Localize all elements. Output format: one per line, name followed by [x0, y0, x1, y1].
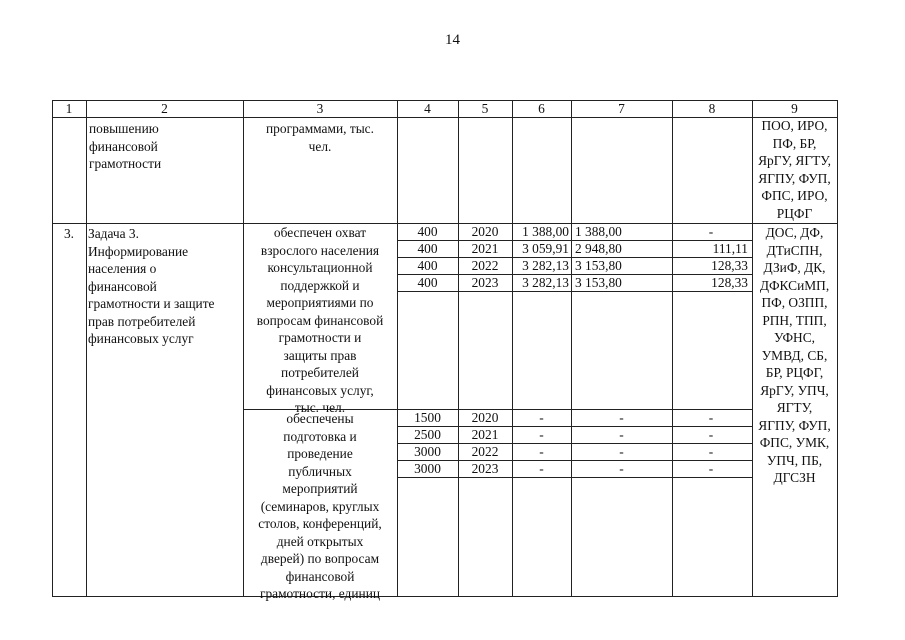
funding-federal: -: [708, 427, 714, 442]
indicator-name-text: (семинаров, круглых: [260, 498, 380, 514]
indicator-name-text: взрослого населения: [260, 242, 380, 258]
column-header-8: 8: [708, 101, 716, 116]
column-rule: [672, 100, 673, 596]
continuation-executors-text: ЯГПУ, ФУП,: [758, 170, 831, 186]
funding-regional: -: [619, 461, 624, 476]
indicator-name-text: дверей) по вопросам: [260, 551, 380, 566]
indicator-name-text: мероприятий: [282, 481, 358, 496]
indicator-name-text: тыс. чел.: [294, 400, 346, 415]
funding-regional: 3 153,80: [575, 275, 622, 290]
indicator-name-text: вопросам финансовой: [256, 312, 384, 328]
task-executors-text: ЯГПУ, ФУП,: [758, 417, 831, 433]
continuation-goal-text: повышению: [89, 121, 159, 136]
indicator-year: 2020: [471, 224, 499, 239]
task-title-text: грамотности и защите: [88, 296, 215, 311]
task-executors-text: ФПС, УМК,: [759, 435, 830, 450]
funding-regional: 3 153,80: [575, 258, 622, 273]
task-title-text: Задача 3.: [88, 226, 139, 241]
funding-regional: 2 948,80: [575, 241, 622, 256]
indicator-year: 2022: [471, 258, 499, 273]
funding-total: -: [539, 444, 544, 459]
funding-regional: -: [619, 427, 624, 442]
continuation-executors-text: РЦФГ: [776, 205, 813, 221]
indicator-name-text: финансовой: [285, 568, 355, 584]
indicator-year: 2020: [471, 410, 499, 425]
funding-federal: -: [708, 410, 714, 425]
funding-regional: -: [619, 444, 624, 459]
indicator-name-text: дней открытых: [276, 533, 364, 549]
funding-total: -: [539, 427, 544, 442]
indicator-name-text: грамотности и: [278, 330, 362, 345]
indicator-name-text: проведение: [287, 446, 353, 461]
continuation-executors-text: ФПС, ИРО,: [761, 188, 828, 203]
task-executors-text: ДФКСиМП,: [759, 277, 830, 293]
column-rule: [86, 100, 87, 596]
indicator-year: 2021: [471, 241, 499, 256]
indicator-value: 3000: [414, 444, 441, 459]
indicator-name-text: столов, конференций,: [258, 516, 382, 531]
budget-table: [52, 100, 837, 601]
indicator-name-text: обеспечены: [286, 411, 354, 426]
indicator-year: 2021: [471, 427, 499, 442]
funding-total: -: [539, 461, 544, 476]
funding-federal: -: [708, 444, 714, 459]
task-executors-text: УПЧ, ПБ,: [766, 452, 823, 468]
indicator-name-text: публичных: [288, 463, 352, 479]
column-header-6: 6: [538, 101, 545, 116]
column-rule: [571, 100, 572, 596]
indicator-name-text: защиты прав: [283, 347, 357, 363]
indicator-name-text: грамотности, единиц: [259, 586, 381, 601]
task-executors-text: ПФ, ОЗПП,: [761, 295, 828, 310]
indicator-value: 400: [417, 275, 438, 290]
continuation-executors-text: ПОО, ИРО,: [761, 118, 828, 133]
column-header-9: 9: [791, 101, 798, 116]
funding-federal: 111,11: [712, 241, 748, 256]
column-rule: [52, 100, 53, 596]
funding-federal: 128,33: [711, 258, 748, 273]
funding-federal: -: [708, 461, 714, 476]
task-title-text: финансовых услуг: [88, 331, 194, 346]
task-executors-text: УМВД, СБ,: [761, 347, 828, 363]
continuation-indicator-text: чел.: [308, 138, 332, 154]
indicator-value: 400: [417, 241, 438, 256]
task-executors-text: ДЗиФ, ДК,: [763, 260, 826, 275]
indicator-name-text: обеспечен охват: [273, 225, 367, 240]
table-bottom-rule: [52, 596, 838, 597]
funding-total: 1 388,00: [522, 224, 569, 239]
indicator-value: 3000: [414, 461, 441, 476]
indicator-value: 1500: [414, 410, 441, 425]
task-executors-text: ДТиСПН,: [766, 242, 823, 258]
column-header-1: 1: [65, 101, 73, 116]
indicator-name-text: потребителей: [281, 365, 359, 380]
column-header-4: 4: [424, 101, 431, 116]
funding-federal: -: [708, 224, 714, 239]
column-rule: [397, 100, 398, 596]
task-executors-text: БР, РЦФГ,: [765, 365, 824, 380]
task-title-text: Информирование: [88, 243, 189, 259]
continuation-indicator-text: программами, тыс.: [266, 121, 374, 136]
task-executors-text: ЯрГУ, УПЧ,: [760, 382, 829, 398]
indicator-year: 2022: [471, 444, 499, 459]
task-title-text: финансовой: [88, 278, 157, 294]
indicator-name-text: поддержкой и: [280, 277, 360, 293]
continuation-executors-text: ЯрГУ, ЯГТУ,: [758, 153, 831, 168]
column-header-5: 5: [481, 101, 489, 116]
funding-total: 3 059,91: [522, 241, 569, 256]
task-executors-text: РПН, ТПП,: [762, 312, 827, 328]
task-title-text: прав потребителей: [88, 313, 196, 329]
page-number: 14: [445, 32, 460, 48]
indicator-name-text: мероприятиями по: [266, 295, 374, 310]
indicator-year: 2023: [471, 461, 499, 476]
indicator-value: 400: [417, 258, 438, 273]
column-header-7: 7: [618, 101, 625, 116]
funding-federal: 128,33: [711, 275, 748, 290]
task-executors-text: УФНС,: [773, 330, 815, 345]
funding-regional: -: [619, 410, 624, 425]
task-title-text: населения о: [88, 261, 157, 276]
column-header-2: 2: [161, 101, 168, 116]
column-rule: [837, 100, 838, 596]
task-executors-text: ЯГТУ,: [776, 400, 813, 415]
indicator-year: 2023: [471, 275, 499, 290]
continuation-goal-text: финансовой: [89, 138, 158, 154]
funding-total: 3 282,13: [522, 275, 569, 290]
indicator-name-text: финансовых услуг,: [266, 382, 374, 398]
column-rule: [512, 100, 513, 596]
indicator-value: 2500: [414, 427, 441, 442]
indicator-name-text: консультационной: [267, 260, 373, 275]
continuation-executors-text: ПФ, БР,: [772, 135, 817, 151]
column-header-3: 3: [316, 101, 324, 116]
indicator-value: 400: [417, 224, 438, 239]
continuation-goal-text: грамотности: [89, 156, 162, 171]
task-executors-text: ДОС, ДФ,: [765, 225, 824, 240]
funding-regional: 1 388,00: [575, 224, 622, 239]
indicator-name-text: подготовка и: [283, 428, 357, 444]
task-number: 3.: [63, 226, 75, 241]
task-executors-text: ДГСЗН: [773, 470, 816, 485]
funding-total: 3 282,13: [522, 258, 569, 273]
funding-total: -: [539, 410, 544, 425]
column-rule: [458, 100, 459, 596]
